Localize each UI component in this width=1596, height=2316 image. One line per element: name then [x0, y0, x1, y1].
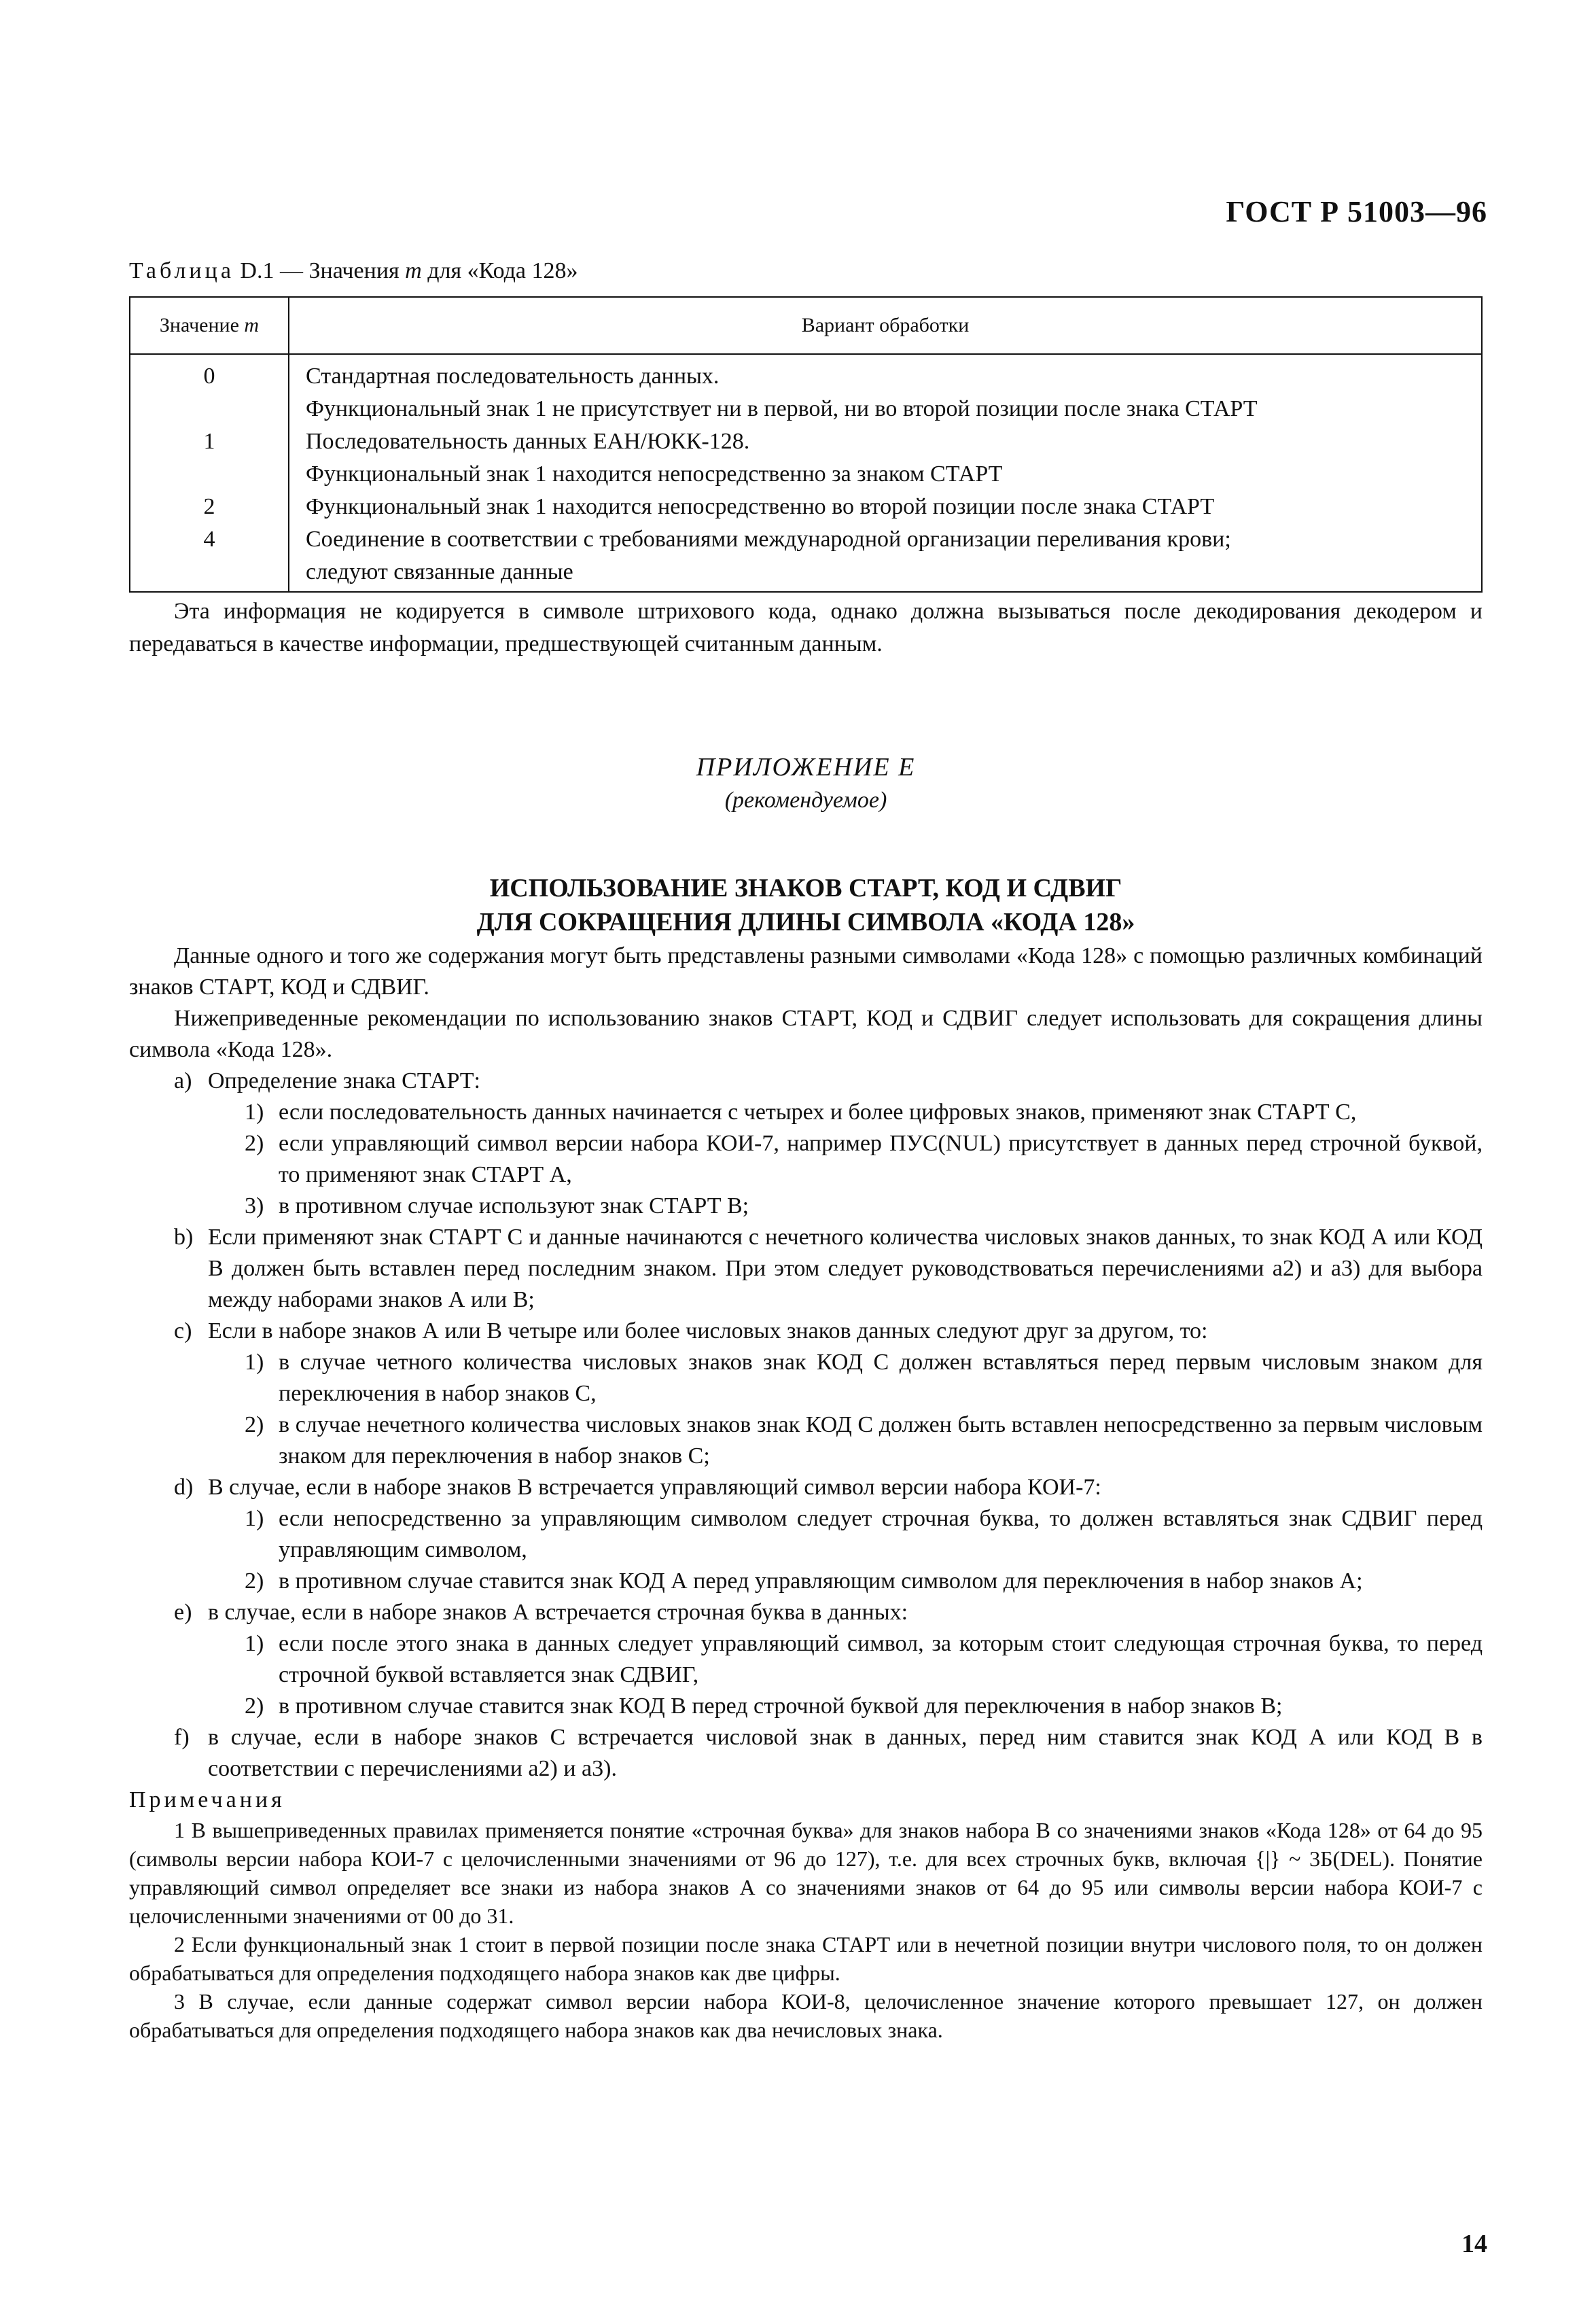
list-item-a2: 2) если управляющий символ версии набора КОИ-7, например ПУС(NUL) присутствует в данных перед строчной буквой, то применяют знак СТАРТ А, [245, 1131, 1483, 1187]
table-value-1: 1 [203, 429, 215, 454]
list-item-c: c) Если в наборе знаков А или В четыре или более числовых знаков данных следуют друг за другом, то: [174, 1318, 1208, 1344]
list-item-a1: 1) если последовательность данных начинается с четырех и более цифровых знаков, применяют знак СТАРТ С, [245, 1100, 1357, 1125]
table-value-2: 2 [203, 494, 215, 519]
table-value-4: 4 [203, 527, 215, 552]
note-3: 3 В случае, если данные содержат символ версии набора КОИ-8, целочисленное значение которого превышает 127, он должен обрабатываться для определения подходящего набора знаков как два нечисловых знака. [129, 1989, 1483, 2042]
list-item-c1: 1) в случае четного количества числовых знаков знак КОД С должен вставляться перед первым числовым знаком для переключения в набор знаков С, [245, 1350, 1483, 1406]
list-item-e: e) в случае, если в наборе знаков А встречается строчная буква в данных: [174, 1600, 908, 1625]
list-item-a: a) Определение знака СТАРТ: [174, 1068, 480, 1093]
table-caption-m: m [405, 258, 422, 283]
table-value-0: 0 [203, 364, 215, 389]
notes-heading: Примечания [129, 1787, 285, 1812]
table-text-1-line-1: Последовательность данных ЕАН/ЮКК-128. [306, 429, 750, 454]
section-title-line-1: ИСПОЛЬЗОВАНИЕ ЗНАКОВ СТАРТ, КОД И СДВИГ [489, 874, 1122, 902]
intro-paragraph-1: Данные одного и того же содержания могут быть представлены разными символами «Кода 128» с помощью различных комбинаций знаков СТАРТ, КОД и СДВИГ. [129, 943, 1483, 1000]
list-item-a3: 3) в противном случае используют знак СТАРТ В; [245, 1193, 749, 1218]
table-caption [129, 258, 578, 284]
list-item-c2: 2) в случае нечетного количества числовых знаков знак КОД С должен быть вставлен непосредственно за первым числовым знаком для переключения в набор знаков С; [245, 1412, 1483, 1469]
table-body-row [130, 354, 1482, 592]
table-caption-tail: для «Кода 128» [421, 258, 578, 283]
list-item-d1: 1) если непосредственно за управляющим символом следует строчная буква, то должен вставляться знак СДВИГ перед управляющим символом, [245, 1506, 1483, 1562]
list-item-e2: 2) в противном случае ставится знак КОД В перед строчной буквой для переключения в набор знаков В; [245, 1694, 1283, 1719]
processing-column-cell [289, 354, 1482, 592]
table-text-0-line-2: Функциональный знак 1 не присутствует ни в первой, ни во второй позиции после знака СТАРТ [306, 396, 1258, 421]
appendix-subtitle: (рекомендуемое) [724, 788, 887, 813]
section-body [129, 941, 1483, 2044]
page-number: 14 [1461, 2230, 1487, 2258]
list-item-e1: 1) если после этого знака в данных следует управляющий символ, за которым стоит следующая строчная буква, то перед строчной буквой вставляется знак СДВИГ, [245, 1631, 1483, 1687]
column-header-processing: Вариант обработки [289, 297, 1482, 354]
values-table [129, 296, 1483, 593]
column-header-value: Значение m [130, 297, 289, 354]
intro-paragraph-2: Нижеприведенные рекомендации по использованию знаков СТАРТ, КОД и СДВИГ следует использовать для сокращения длины символа «Кода 128». [129, 1006, 1483, 1062]
list-item-d: d) В случае, если в наборе знаков В встречается управляющий символ версии набора КОИ-7: [174, 1475, 1101, 1500]
table-text-2-line-1: Функциональный знак 1 находится непосредственно во второй позиции после знака СТАРТ [306, 494, 1215, 519]
table-header-row [130, 297, 1482, 354]
info-paragraph: Эта информация не кодируется в символе штрихового кода, однако должна вызываться после декодирования декодером и передаваться в качестве информации, предшествующей считанным данным. [129, 599, 1483, 656]
table-text-0-line-1: Стандартная последовательность данных. [306, 364, 720, 389]
list-item-f: f) в случае, если в наборе знаков С встречается числовой знак в данных, перед ним ставится знак КОД А или КОД В в соответствии с перечислениями а2) и а3). [174, 1725, 1483, 1781]
appendix-title: ПРИЛОЖЕНИЕ Е [696, 753, 916, 782]
document-id: ГОСТ Р 51003—96 [1226, 195, 1487, 228]
table-text-1-line-2: Функциональный знак 1 находится непосредственно за знаком СТАРТ [306, 461, 1003, 487]
appendix-heading [129, 750, 1483, 817]
section-title [129, 871, 1483, 939]
table-caption-prefix: Таблица [129, 258, 234, 283]
table-caption-rest: D.1 — Значения [234, 258, 406, 283]
table-text-4-line-2: следуют связанные данные [306, 559, 573, 584]
list-item-b: b) Если применяют знак СТАРТ С и данные начинаются с нечетного количества числовых знаков данных, то знак КОД А или КОД В должен быть вставлен перед последним знаком. При этом следует руководствоваться перечислениями а2) и а3) для выбора между наборами знаков А или В; [174, 1225, 1483, 1312]
value-column-cell [130, 354, 289, 592]
list-item-d2: 2) в противном случае ставится знак КОД А перед управляющим символом для переключения в набор знаков А; [245, 1568, 1363, 1594]
note-1: 1 В вышеприведенных правилах применяется понятие «строчная буква» для знаков набора В со значениями знаков «Кода 128» от 64 до 95 (символы версии набора КОИ-7 с целочисленными значениями от 96 до 127), т.е. для всех строчных букв, включая {|} ~ 3Б(DEL). Понятие управляющий символ определяет все знаки из набора знаков А со значениями знаков от 64 до 95 или символы версии набора КОИ-7 с целочисленными значениями от 00 до 31. [129, 1818, 1483, 1928]
notes-block [129, 1816, 1483, 2044]
note-2: 2 Если функциональный знак 1 стоит в первой позиции после знака СТАРТ или в нечетной позиции внутри числового поля, то он должен обрабатываться для определения подходящего набора знаков как две цифры. [129, 1932, 1483, 1985]
section-title-line-2: ДЛЯ СОКРАЩЕНИЯ ДЛИНЫ СИМВОЛА «КОДА 128» [476, 908, 1135, 936]
table-text-4-line-1: Соединение в соответствии с требованиями международной организации переливания крови; [306, 527, 1231, 552]
